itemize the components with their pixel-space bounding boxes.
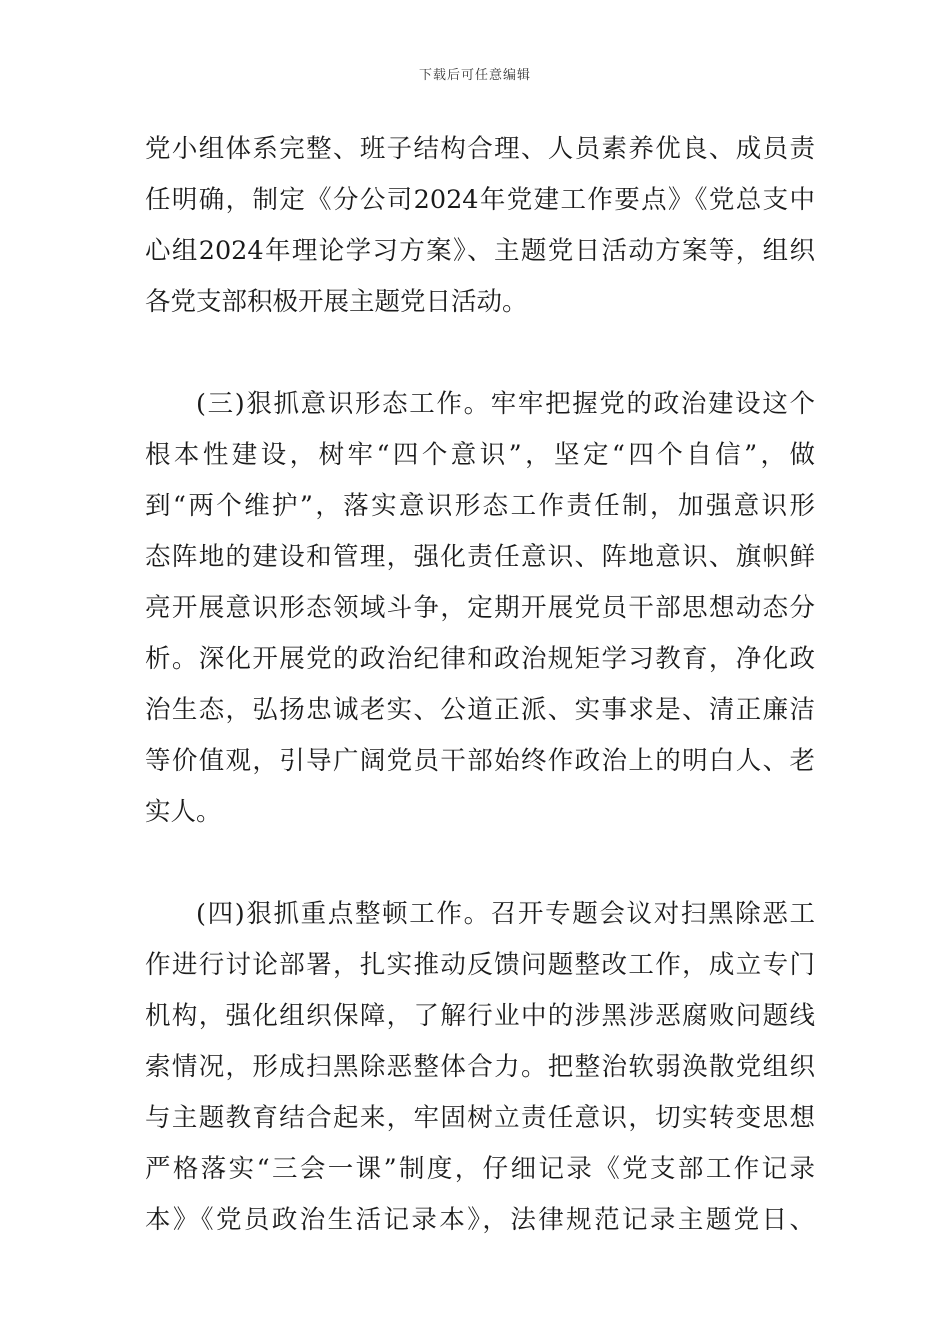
text-line: 党小组体系完整、班子结构合理、人员素养优良、成员责: [145, 134, 815, 164]
paragraph-rectification-work: [145, 889, 815, 1246]
text-line: 与主题教育结合起来，牢固树立责任意识，切实转变思想: [145, 1103, 815, 1133]
text-line: 本》《党员政治生活记录本》，法律规范记录主题党日、: [145, 1205, 815, 1235]
text-line: 作进行讨论部署，扎实推动反馈问题整改工作，成立专门: [145, 950, 815, 980]
text-line: 等价值观，引导广阔党员干部始终作政治上的明白人、老: [145, 746, 815, 776]
page-header-note: 下载后可任意编辑: [418, 68, 531, 83]
text-line: 态阵地的建设和管理，强化责任意识、阵地意识、旗帜鲜: [145, 542, 815, 572]
text-line: 治生态，弘扬忠诚老实、公道正派、实事求是、清正廉洁: [145, 695, 815, 725]
paragraph-party-groups: [145, 124, 815, 328]
paragraph-gap: [145, 328, 815, 379]
document-body: [145, 124, 815, 1246]
text-line: 根本性建设，树牢“四个意识”，坚定“四个自信”，做: [145, 440, 815, 470]
text-line: (四)狠抓重点整顿工作。召开专题会议对扫黑除恶工: [196, 899, 815, 929]
paragraph-gap: [145, 838, 815, 889]
text-line: 机构，强化组织保障，了解行业中的涉黑涉恶腐败问题线: [145, 1001, 815, 1031]
paragraph-ideology-work: [145, 379, 815, 838]
text-line: 到“两个维护”，落实意识形态工作责任制，加强意识形: [145, 491, 815, 521]
text-line: 心组2024年理论学习方案》、主题党日活动方案等，组织: [145, 236, 815, 266]
text-line: 严格落实“三会一课”制度，仔细记录《党支部工作记录: [145, 1154, 815, 1184]
text-line: 亮开展意识形态领域斗争，定期开展党员干部思想动态分: [145, 593, 815, 623]
text-line: 各党支部积极开展主题党日活动。: [145, 287, 528, 317]
text-line: (三)狠抓意识形态工作。牢牢把握党的政治建设这个: [196, 389, 815, 419]
text-line: 索情况，形成扫黑除恶整体合力。把整治软弱涣散党组织: [145, 1052, 815, 1082]
text-line: 析。深化开展党的政治纪律和政治规矩学习教育，净化政: [145, 644, 815, 674]
text-line: 实人。: [145, 797, 222, 827]
text-line: 任明确，制定《分公司2024年党建工作要点》《党总支中: [145, 185, 815, 215]
